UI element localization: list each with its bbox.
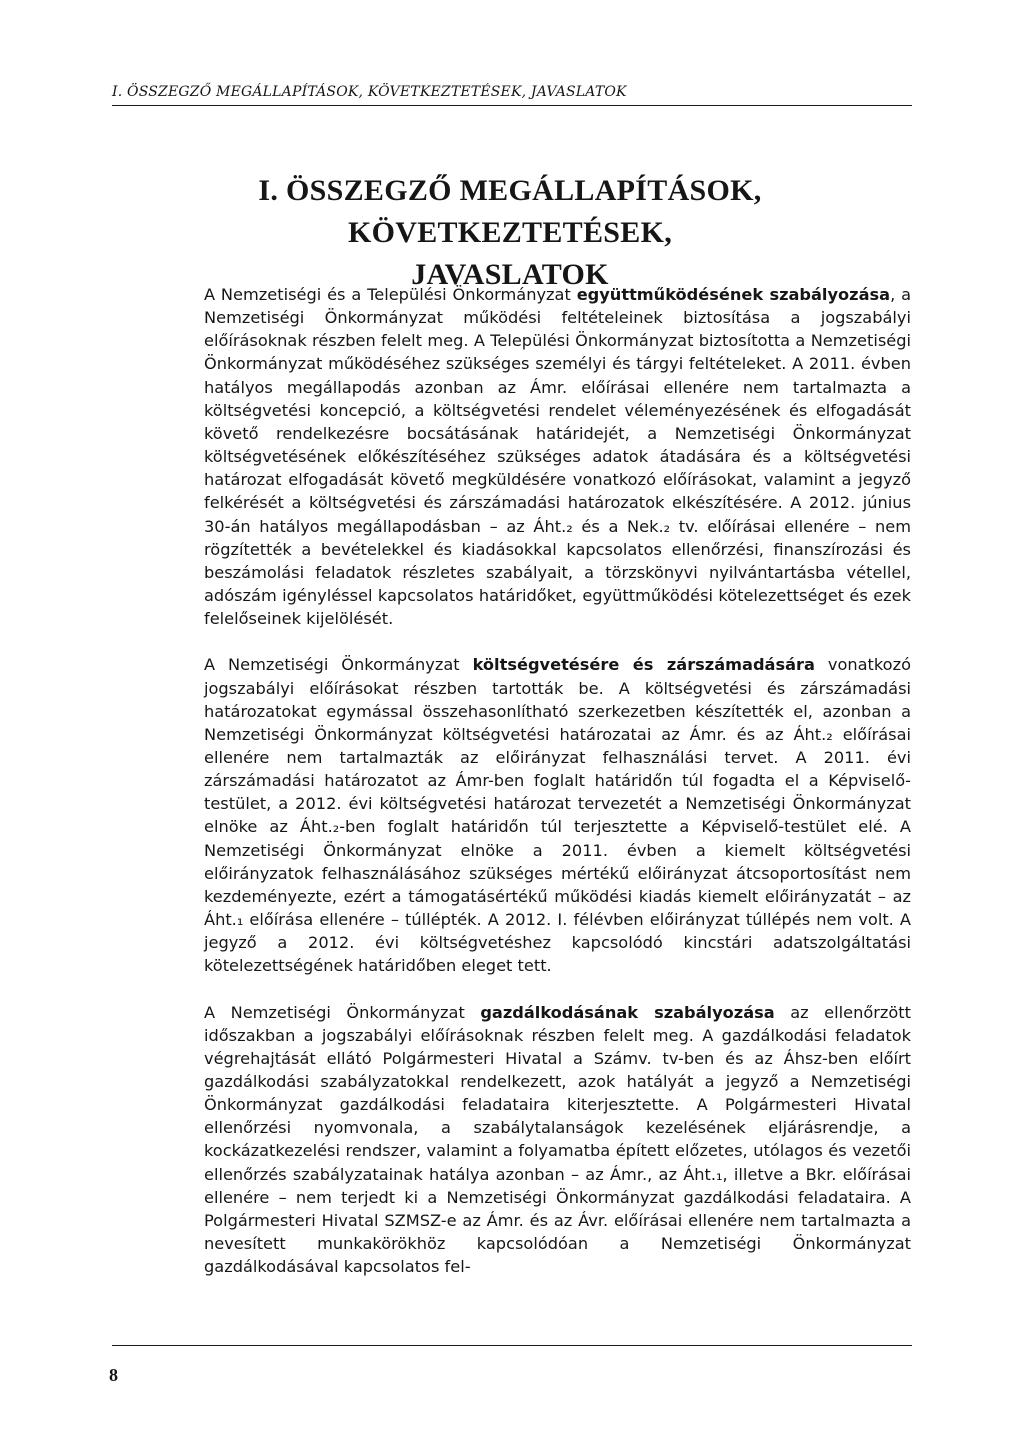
paragraph-emphasis: gazdálkodásának szabályozása xyxy=(480,1002,775,1022)
body-text xyxy=(204,283,911,1301)
footer-rule xyxy=(112,1345,912,1346)
page-title-line-2: JAVASLATOK xyxy=(411,258,609,291)
paragraph-emphasis: együttműködésének szabályozása xyxy=(576,285,891,304)
paragraph-budget xyxy=(204,653,911,977)
page-number: 8 xyxy=(109,1365,118,1385)
paragraph-text: A Nemzetiségi Önkormányzat xyxy=(204,655,473,675)
paragraph-text: A Nemzetiségi és a Települési Önkormányzat xyxy=(204,285,577,304)
running-header-text: I. ÖSSZEGZŐ MEGÁLLAPÍTÁSOK, KÖVETKEZTETÉSEK, JAVASLATOK xyxy=(112,84,627,100)
running-header xyxy=(112,84,912,106)
paragraph-text: A Nemzetiségi Önkormányzat xyxy=(204,1002,481,1022)
paragraph-management xyxy=(204,1001,911,1279)
paragraph-emphasis: költségvetésére és zárszámadására xyxy=(472,655,815,675)
page-title xyxy=(150,170,870,296)
paragraph-text: az ellenőrzött időszakban a jogszabályi előírásoknak részben felelt meg. A gazdálkodási feladatok végrehajtását ellátó Polgármesteri Hivatal a Számv. tv-ben és az Áhsz-ben előírt gazdálkodási szabályzatokkal rendelkezett, azok hatályát a jegyző a Nemzetiségi Önkormányzat gazdálkodási feladataira kiterjesztette. A Polgármesteri Hivatal ellenőrzési nyomvonala, a szabálytalanságok kezelésének eljárásrendje, a kockázatkezelési rendszer, valamint a folyamatba épített előzetes, utólagos és vezetői ellenőrzés szabályzatainak hatálya azonban – az Ámr., az Áht.₁, illetve a Bkr. előírásai ellenére – nem terjedt ki a Nemzetiségi Önkormányzat gazdálkodási feladataira. A Polgármesteri Hivatal SZMSZ-e az Ámr. és az Ávr. előírásai ellenére nem tartalmazta a nevesített munkakörökhöz kapcsolódóan a Nemzetiségi Önkormányzat gazdálkodásával kapcsolatos fel- xyxy=(204,1002,911,1277)
paragraph-text: , a Nemzetiségi Önkormányzat működési feltételeinek biztosítása a jogszabályi előírásoknak részben felelt meg. A Települési Önkormányzat biztosította a Nemzetiségi Önkormányzat működéséhez szükséges személyi és tárgyi feltételeket. A 2011. évben hatályos megállapodás azonban az Ámr. előírásai ellenére nem tartalmazta a költségvetési koncepció, a költségvetési rendelet véleményezésének és elfogadását követő rendelkezésre bocsátásának határidejét, a Nemzetiségi Önkormányzat költségvetésének előkészítéséhez szükséges adatok átadására és a költségvetési határozat elfogadását követő megküldésére vonatkozó előírásokat, valamint a jegyző felkérését a költségvetési és zárszámadási határozatok elkészítésére. A 2012. június 30-án hatályos megállapodásban – az Áht.₂ és a Nek.₂ tv. előírásai ellenére – nem rögzítették a bevételekkel és kiadásokkal kapcsolatos ellenőrzési, finanszírozási és beszámolási feladatok részletes szabályait, a törzskönyvi nyilvántartásba vétellel, adószám igényléssel kapcsolatos határidőket, együttműködési kötelezettséget és ezek felelőseinek kijelölését. xyxy=(204,285,911,629)
page-title-line-1: I. ÖSSZEGZŐ MEGÁLLAPÍTÁSOK, KÖVETKEZTETÉSEK, xyxy=(258,174,762,249)
paragraph-text: vonatkozó jogszabályi előírásokat részben tartották be. A költségvetési és zárszámadási határozatokat egymással összehasonlítható szerkezetben készítették el, azonban a Nemzetiségi Önkormányzat költségvetési határozatai az Ámr. és az Áht.₂ előírásai ellenére nem tartalmazták az előirányzat felhasználási tervet. A 2011. évi zárszámadási határozatot az Ámr-ben foglalt határidőn túl fogadta el a Képviselő-testület, a 2012. évi költségvetési határozat tervezetét a Nemzetiségi Önkormányzat elnöke az Áht.₂-ben foglalt határidőn túl terjesztette a Képviselő-testület elé. A Nemzetiségi Önkormányzat elnöke a 2011. évben a kiemelt költségvetési előirányzatok felhasználásához szükséges mértékű előirányzat átcsoportosítást nem kezdeményezte, ezért a támogatásértékű működési kiadás kiemelt előirányzatát – az Áht.₁ előírása ellenére – túllépték. A 2012. I. félévben előirányzat túllépés nem volt. A jegyző a 2012. évi költségvetéshez kapcsolódó kincstári adatszolgáltatási kötelezettségének határidőben eleget tett. xyxy=(204,655,911,976)
paragraph-cooperation xyxy=(204,283,911,630)
